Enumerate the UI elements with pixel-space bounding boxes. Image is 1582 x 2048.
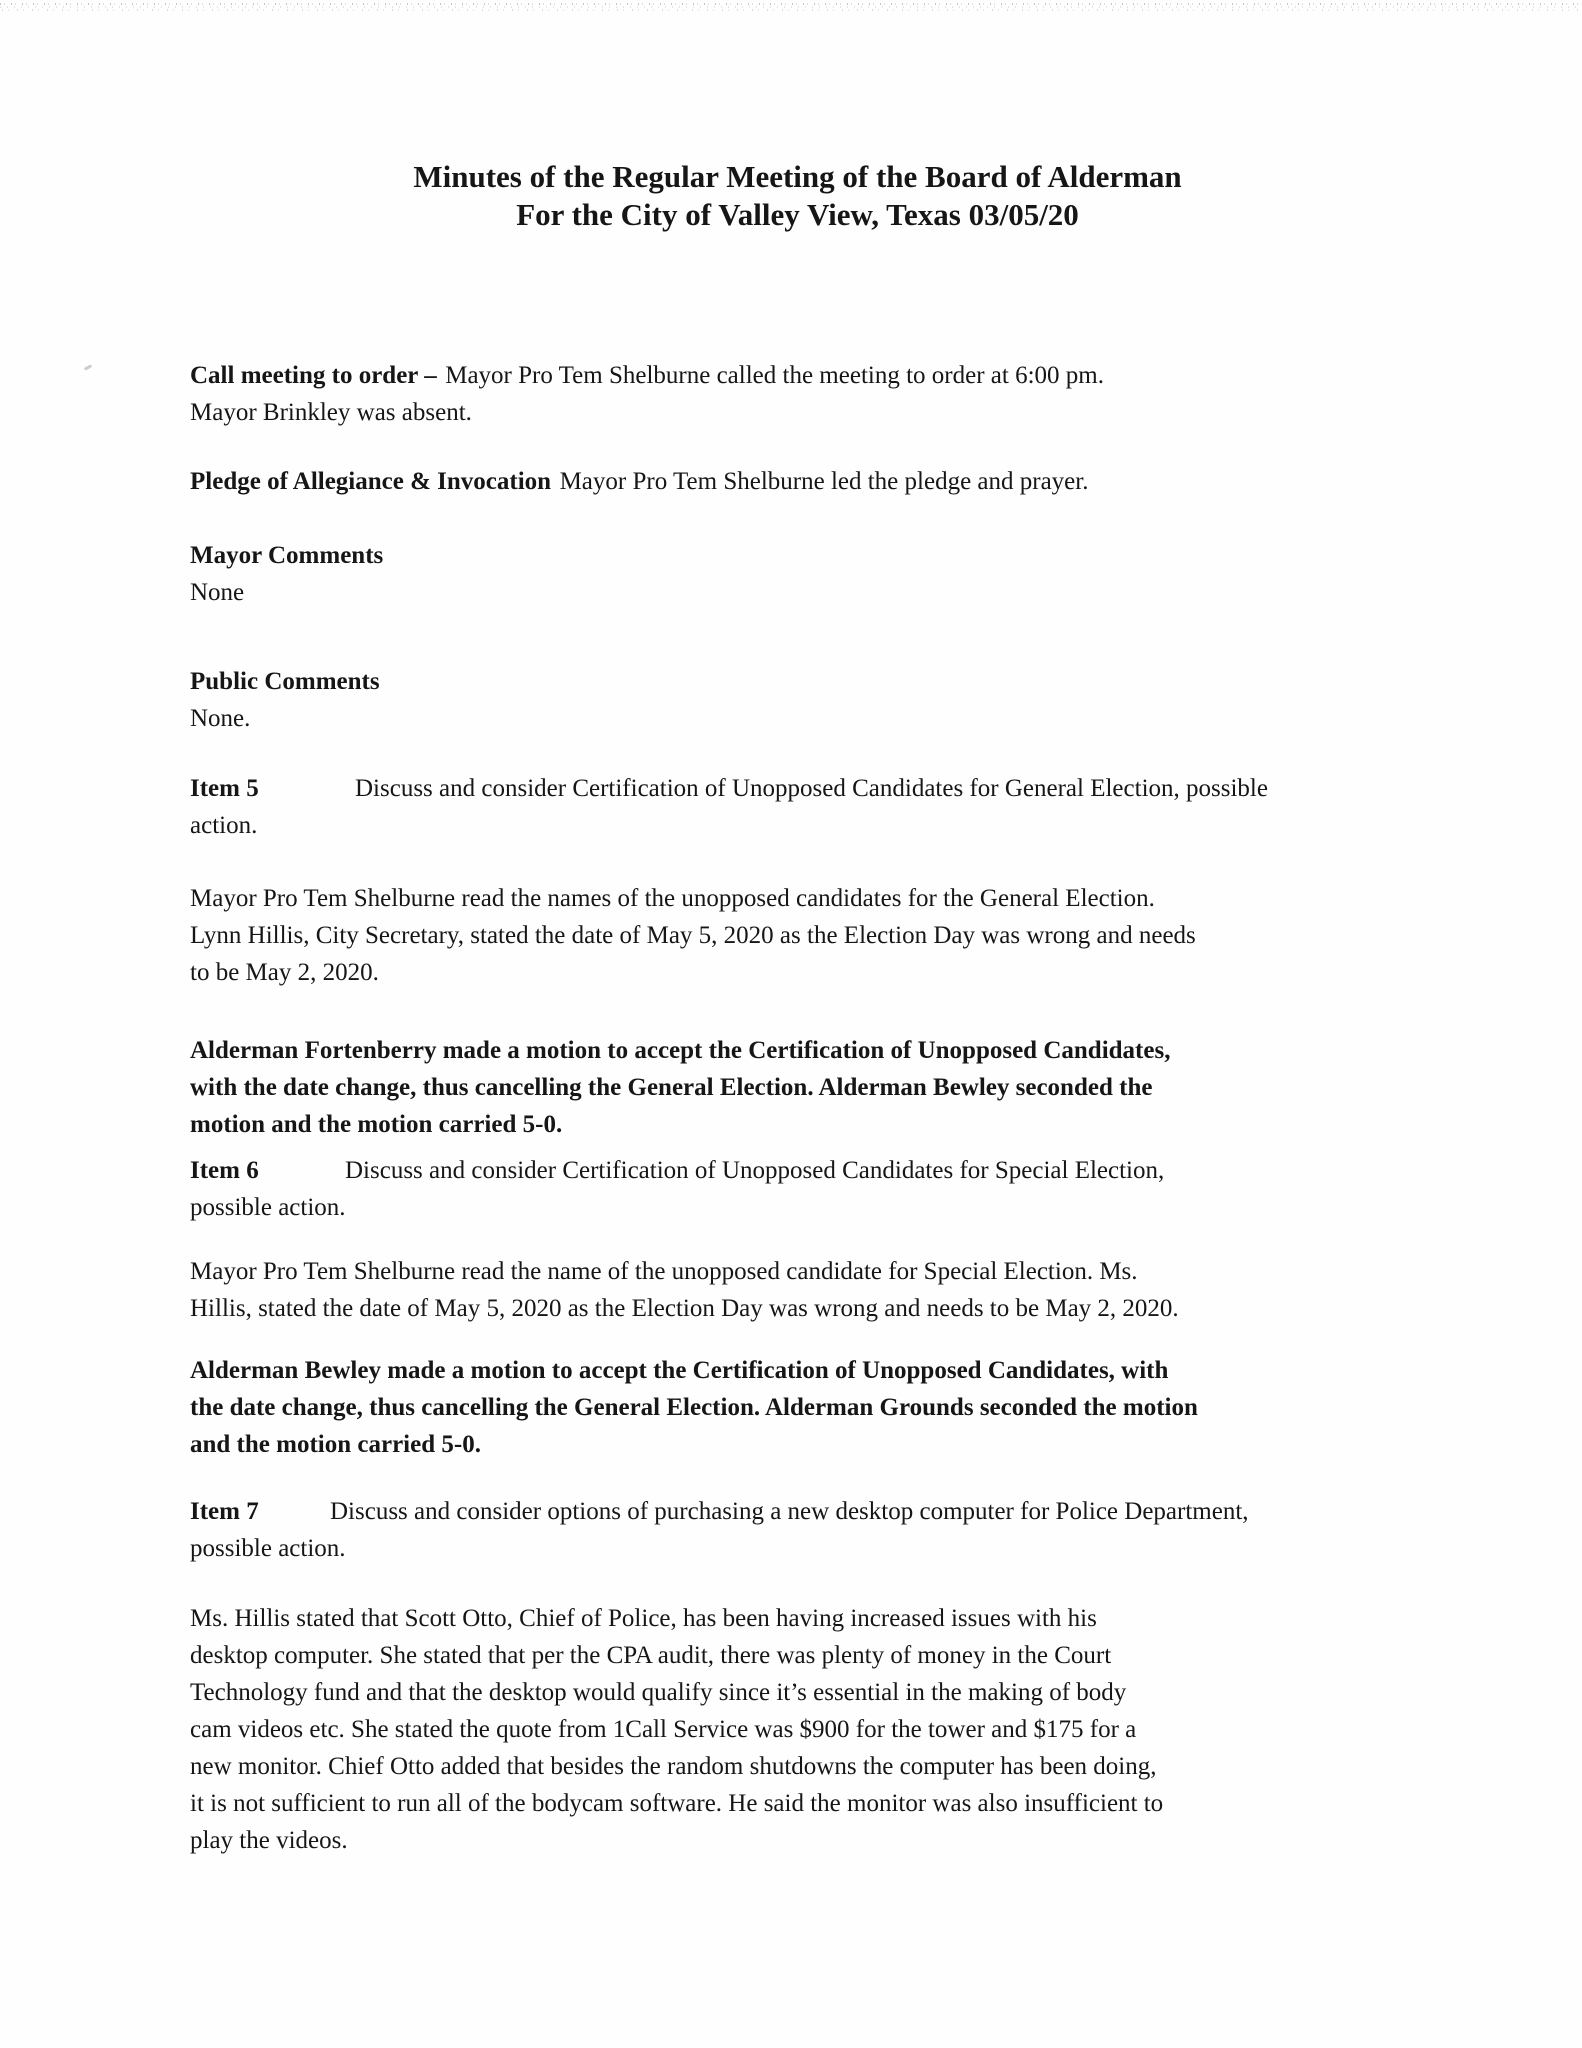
item-6-text: Discuss and consider Certification of Unopposed Candidates for Special Election, possible action. [190, 1157, 1165, 1221]
para-pledge [190, 463, 1405, 500]
section-public-comments [190, 663, 1405, 737]
motion-bewley: Alderman Bewley made a motion to accept the Certification of Unopposed Candidates, with the date change, thus cancelling the General Election. Alderman Grounds seconded the motion and the motion carried 5-0. [190, 1357, 1198, 1458]
para-special-election-reading: Mayor Pro Tem Shelburne read the name of the unopposed candidate for Special Election. Ms. Hillis, stated the date of May 5, 2020 as the Election Day was wrong and needs to be May 2, 2020. [190, 1258, 1179, 1322]
call-to-order-text: Mayor Pro Tem Shelburne called the meeting to order at 6:00 pm. Mayor Brinkley was absent. [190, 362, 1104, 426]
para-general-election-reading: Mayor Pro Tem Shelburne read the names of the unopposed candidates for the General Election. Lynn Hillis, City Secretary, stated the date of May 5, 2020 as the Election Day was wrong and needs to be May 2, 2020. [190, 885, 1196, 986]
pledge-label: Pledge of Allegiance & Invocation [190, 468, 552, 495]
item-6 [190, 1152, 1405, 1226]
para-call-to-order [190, 357, 1405, 431]
item-7 [190, 1493, 1405, 1567]
item-6-label: Item 6 [190, 1157, 259, 1184]
item-7-label: Item 7 [190, 1498, 259, 1525]
call-to-order-label: Call meeting to order – [190, 362, 437, 389]
pledge-text: Mayor Pro Tem Shelburne led the pledge and prayer. [559, 468, 1089, 495]
item-7-text: Discuss and consider options of purchasing a new desktop computer for Police Department, possible action. [190, 1498, 1249, 1562]
item-5-label: Item 5 [190, 775, 259, 802]
motion-fortenberry: Alderman Fortenberry made a motion to accept the Certification of Unopposed Candidates, with the date change, thus cancelling the General Election. Alderman Bewley seconded the motion and the motion carried 5-0. [190, 1037, 1171, 1138]
para-computer-discussion: Ms. Hillis stated that Scott Otto, Chief of Police, has been having increased issues with his desktop computer. She stated that per the CPA audit, there was plenty of money in the Court Technology fund and that the desktop would qualify since it’s essential in the making of body cam videos etc. She stated the quote from 1Call Service was $900 for the tower and $175 for a new monitor. Chief Otto added that besides the random shutdowns the computer has been doing, it is not sufficient to run all of the bodycam software. He said the monitor was also insufficient to play the videos. [190, 1605, 1164, 1854]
section-mayor-comments [190, 537, 1405, 611]
item-5 [190, 770, 1405, 844]
doc-title: Minutes of the Regular Meeting of the Board of Alderman For the City of Valley View, Texas 03/05/20 [413, 159, 1182, 232]
public-comments-body: None. [190, 705, 251, 732]
mayor-comments-body: None [190, 579, 245, 606]
mayor-comments-heading: Mayor Comments [190, 542, 384, 569]
public-comments-heading: Public Comments [190, 668, 380, 695]
item-5-text: Discuss and consider Certification of Unopposed Candidates for General Election, possible action. [190, 775, 1268, 839]
